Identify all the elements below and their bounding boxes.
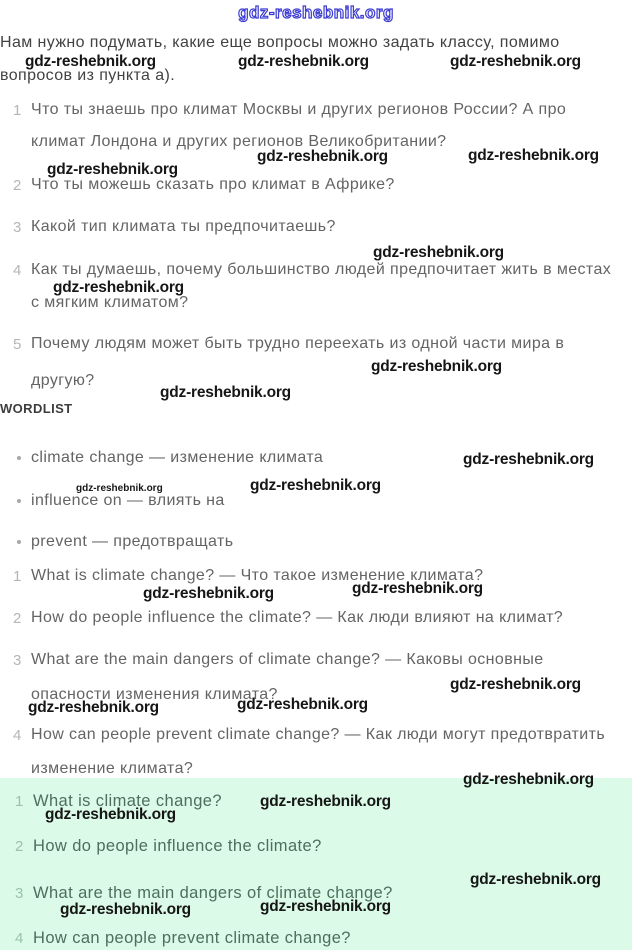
watermark: gdz-reshebnik.org xyxy=(468,147,599,164)
watermark-outlined: gdz-reshebnik.org xyxy=(238,3,394,22)
bullet-icon xyxy=(17,499,21,503)
highlight-list-number: 1 xyxy=(15,793,24,810)
watermark: gdz-reshebnik.org xyxy=(53,279,184,296)
watermark: gdz-reshebnik.org xyxy=(450,676,581,693)
watermark: gdz-reshebnik.org xyxy=(237,696,368,713)
highlight-list-number: 3 xyxy=(15,885,24,902)
watermark: gdz-reshebnik.org xyxy=(160,384,291,401)
question-ru-line: Что ты знаешь про климат Москвы и других регионов России? А про xyxy=(31,101,567,118)
watermark: gdz-reshebnik.org xyxy=(463,771,594,788)
list-number: 3 xyxy=(13,219,22,236)
qa-line: How can people prevent climate change? — Как люди могут предотвратить xyxy=(31,726,606,743)
list-number: 3 xyxy=(13,652,22,669)
highlight-question: What are the main dangers of climate change? xyxy=(33,884,393,902)
watermark: gdz-reshebnik.org xyxy=(25,53,156,70)
watermark: gdz-reshebnik.org xyxy=(257,148,388,165)
watermark: gdz-reshebnik.org xyxy=(238,53,369,70)
watermark: gdz-reshebnik.org xyxy=(463,451,594,468)
intro-line: вопросов из пункта а). xyxy=(0,67,176,84)
qa-line: опасности изменения климата? xyxy=(31,686,278,703)
highlight-list-number: 2 xyxy=(15,838,24,855)
watermark: gdz-reshebnik.org xyxy=(28,699,159,716)
wordlist-item: influence on — влиять на xyxy=(31,492,225,509)
question-ru-line: с мягким климатом? xyxy=(31,294,189,311)
question-ru-line: климат Лондона и других регионов Великобритании? xyxy=(31,133,447,150)
highlight-question: What is climate change? xyxy=(33,792,222,810)
wordlist-title: WORDLIST xyxy=(0,401,73,416)
list-number: 4 xyxy=(13,262,22,279)
watermark: gdz-reshebnik.org xyxy=(352,580,483,597)
watermark: gdz-reshebnik.org xyxy=(143,585,274,602)
watermark: gdz-reshebnik.org xyxy=(60,901,191,918)
wordlist-item: climate change — изменение климата xyxy=(31,449,324,466)
question-ru-line: Почему людям может быть трудно переехать из одной части мира в xyxy=(31,335,565,352)
wordlist-item: prevent — предотвращать xyxy=(31,533,234,550)
list-number: 5 xyxy=(13,336,22,353)
watermark: gdz-reshebnik.org xyxy=(260,898,391,915)
intro-line: Нам нужно подумать, какие еще вопросы можно задать классу, помимо xyxy=(0,34,560,51)
watermark: gdz-reshebnik.org xyxy=(260,793,391,810)
watermark: gdz-reshebnik.org xyxy=(450,53,581,70)
highlight-question: How can people prevent climate change? xyxy=(33,929,351,947)
list-number: 2 xyxy=(13,177,22,194)
watermark: gdz-reshebnik.org xyxy=(47,161,178,178)
watermark: gdz-reshebnik.org xyxy=(45,806,176,823)
question-ru-line: Как ты думаешь, почему большинство людей предпочитает жить в местах xyxy=(31,261,612,278)
list-number: 1 xyxy=(13,102,22,119)
watermark: gdz-reshebnik.org xyxy=(470,871,601,888)
highlight-list-number: 4 xyxy=(15,930,24,947)
watermark-small: gdz-reshebnik.org xyxy=(76,483,163,494)
list-number: 1 xyxy=(13,568,22,585)
list-number: 4 xyxy=(13,727,22,744)
qa-line: What is climate change? — Что такое изменение климата? xyxy=(31,567,484,584)
highlight-question: How do people influence the climate? xyxy=(33,837,322,855)
qa-line: How do people influence the climate? — Как люди влияют на климат? xyxy=(31,609,564,626)
bullet-icon xyxy=(17,540,21,544)
bullet-icon xyxy=(17,456,21,460)
watermark: gdz-reshebnik.org xyxy=(250,477,381,494)
qa-line: What are the main dangers of climate change? — Каковы основные xyxy=(31,651,544,668)
list-number: 2 xyxy=(13,610,22,627)
qa-line: изменение климата? xyxy=(31,760,194,777)
watermark: gdz-reshebnik.org xyxy=(371,358,502,375)
watermark: gdz-reshebnik.org xyxy=(373,244,504,261)
question-ru-line: Что ты можешь сказать про климат в Африке? xyxy=(31,176,395,193)
question-ru-line: Какой тип климата ты предпочитаешь? xyxy=(31,218,336,235)
question-ru-line: другую? xyxy=(31,372,95,389)
